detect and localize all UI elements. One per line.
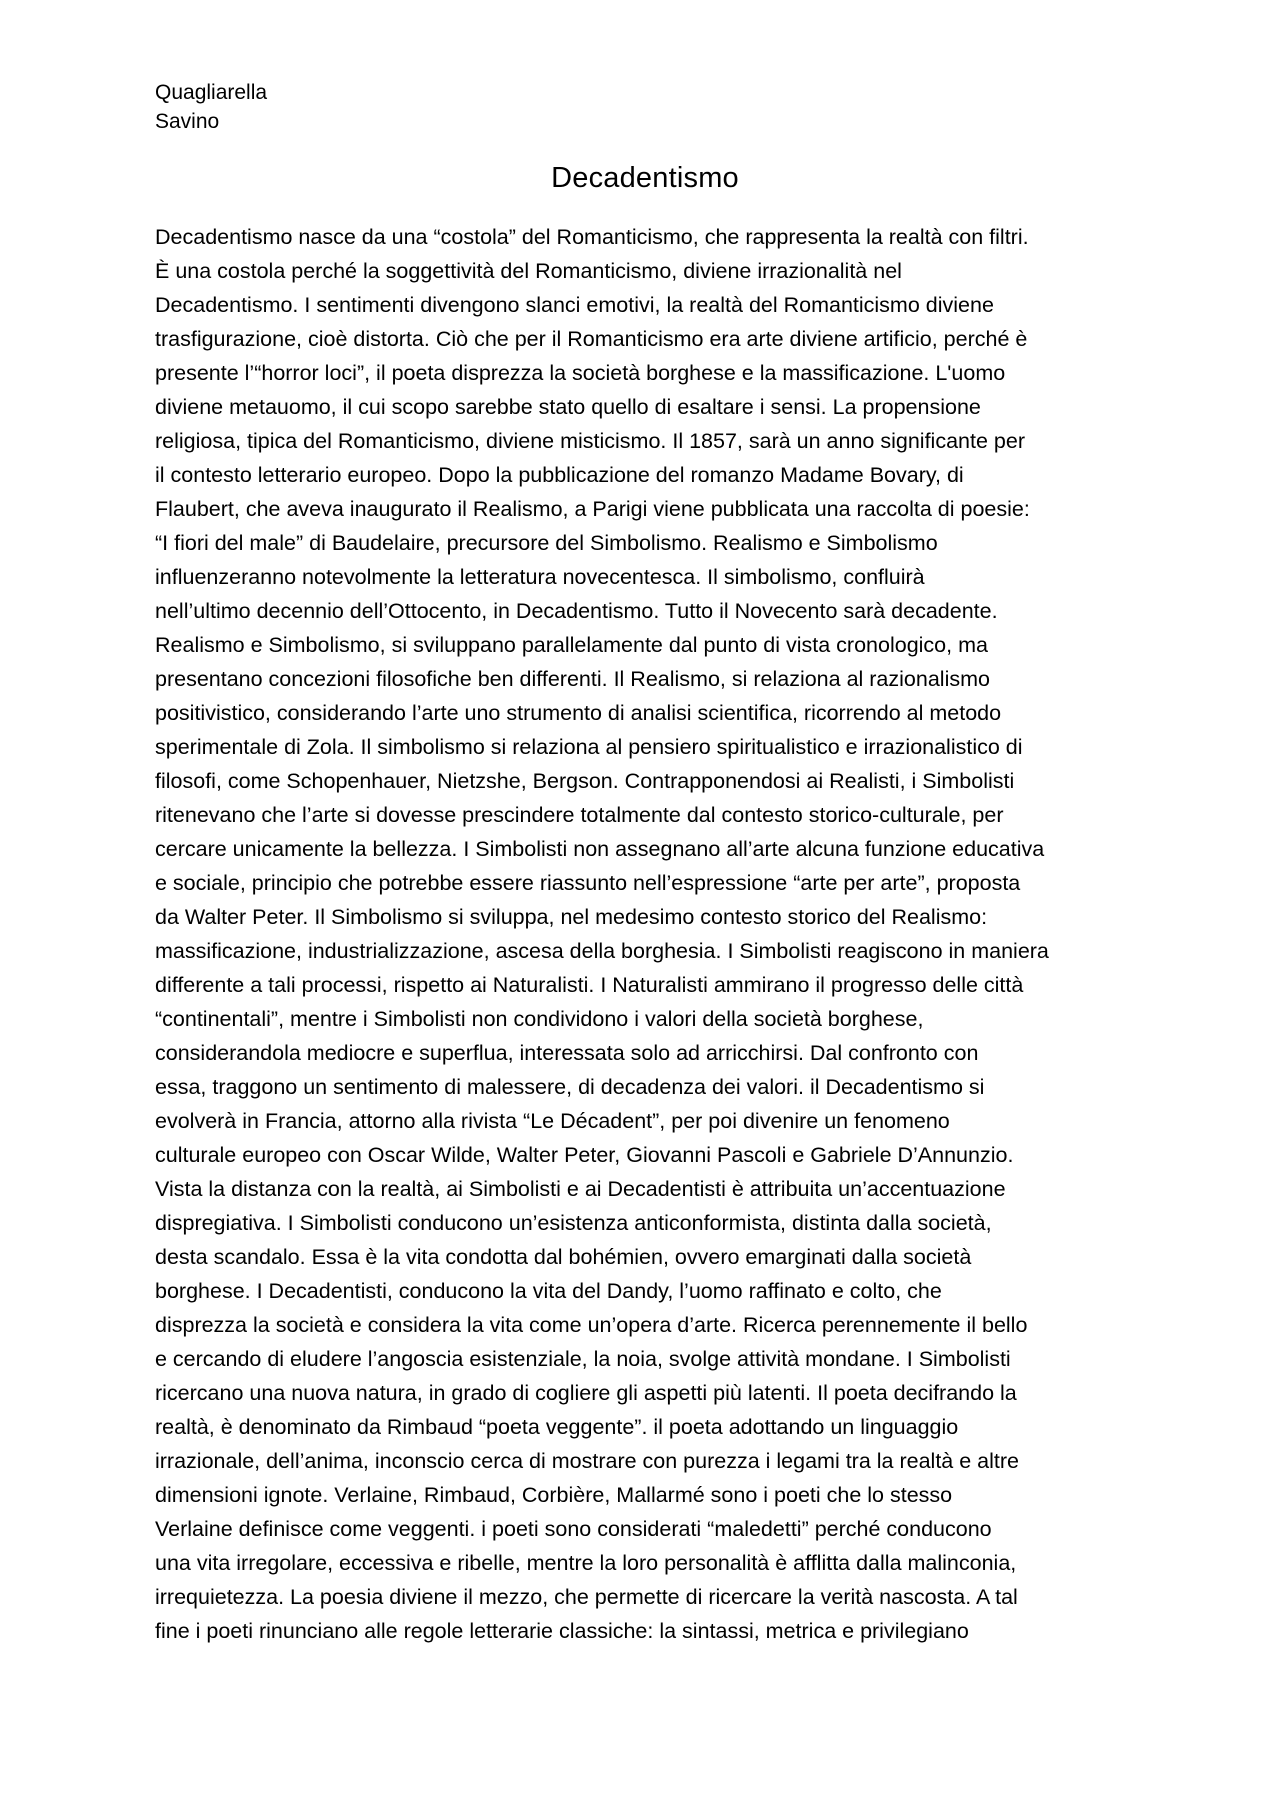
body-text-line: massificazione, industrializzazione, ascesa della borghesia. I Simbolisti reagiscono in maniera [155,939,1049,963]
document-title-wrapper [0,160,1280,196]
body-text-line: borghese. I Decadentisti, conducono la vita del Dandy, l’uomo raffinato e colto, che [155,1279,942,1303]
body-text-line: e cercando di eludere l’angoscia esistenziale, la noia, svolge attività mondane. I Simbolisti [155,1347,1011,1371]
body-text-line: Decadentismo nasce da una “costola” del Romanticismo, che rappresenta la realtà con filtri. [155,225,1029,249]
body-text-line: da Walter Peter. Il Simbolismo si sviluppa, nel medesimo contesto storico del Realismo: [155,905,988,929]
body-text-line: considerandola mediocre e superflua, interessata solo ad arricchirsi. Dal confronto con [155,1041,979,1065]
body-text-line: irrazionale, dell’anima, inconscio cerca di mostrare con purezza i legami tra la realtà e altre [155,1449,1019,1473]
body-text-line: il contesto letterario europeo. Dopo la pubblicazione del romanzo Madame Bovary, di [155,463,964,487]
body-text-line: culturale europeo con Oscar Wilde, Walter Peter, Giovanni Pascoli e Gabriele D’Annunzio. [155,1143,1014,1167]
body-text-line: influenzeranno notevolmente la letteratura novecentesca. Il simbolismo, confluirà [155,565,925,589]
body-text-line: una vita irregolare, eccessiva e ribelle, mentre la loro personalità è afflitta dalla malinconia, [155,1551,1017,1575]
body-text-line: nell’ultimo decennio dell’Ottocento, in Decadentismo. Tutto il Novecento sarà decadente. [155,599,998,623]
document-body [155,220,1135,1648]
document-title: Decadentismo [551,162,739,194]
body-text-line: differente a tali processi, rispetto ai Naturalisti. I Naturalisti ammirano il progresso delle città [155,973,1024,997]
body-text-line: “I fiori del male” di Baudelaire, precursore del Simbolismo. Realismo e Simbolismo [155,531,938,555]
body-text-line: dispregiativa. I Simbolisti conducono un’esistenza anticonformista, distinta dalla società, [155,1211,992,1235]
body-text-line: trasfigurazione, cioè distorta. Ciò che per il Romanticismo era arte diviene artificio, perché è [155,327,1028,351]
body-text-line: religiosa, tipica del Romanticismo, diviene misticismo. Il 1857, sarà un anno significante per [155,429,1025,453]
body-text-line: fine i poeti rinunciano alle regole letterarie classiche: la sintassi, metrica e privilegiano [155,1619,969,1643]
body-text-line: disprezza la società e considera la vita come un’opera d’arte. Ricerca perennemente il bello [155,1313,1028,1337]
body-text-line: Verlaine definisce come veggenti. i poeti sono considerati “maledetti” perché conducono [155,1517,992,1541]
body-text-line: irrequietezza. La poesia diviene il mezzo, che permette di ricercare la verità nascosta. A tal [155,1585,1018,1609]
body-text-line: È una costola perché la soggettività del Romanticismo, diviene irrazionalità nel [155,259,902,283]
body-text-line: sperimentale di Zola. Il simbolismo si relaziona al pensiero spiritualistico e irrazionalistico di [155,735,1023,759]
body-text-line: essa, traggono un sentimento di malessere, di decadenza dei valori. il Decadentismo si [155,1075,985,1099]
body-text-line: “continentali”, mentre i Simbolisti non condividono i valori della società borghese, [155,1007,924,1031]
body-text-line: Realismo e Simbolismo, si sviluppano parallelamente dal punto di vista cronologico, ma [155,633,988,657]
body-text-line: Vista la distanza con la realtà, ai Simbolisti e ai Decadentisti è attribuita un’accentuazione [155,1177,1006,1201]
body-text-line: e sociale, principio che potrebbe essere riassunto nell’espressione “arte per arte”, proposta [155,871,1021,895]
body-text-line: positivistico, considerando l’arte uno strumento di analisi scientifica, ricorrendo al metodo [155,701,1002,725]
body-text-line: ricercano una nuova natura, in grado di cogliere gli aspetti più latenti. Il poeta decifrando la [155,1381,1017,1405]
body-text-line: presente l’“horror loci”, il poeta disprezza la società borghese e la massificazione. L'uomo [155,361,1006,385]
body-text-line: cercare unicamente la bellezza. I Simbolisti non assegnano all’arte alcuna funzione educativa [155,837,1045,861]
author-name: Savino [155,110,220,133]
body-text-line: ritenevano che l’arte si dovesse prescindere totalmente dal contesto storico-culturale, per [155,803,1004,827]
body-text-line: Flaubert, che aveva inaugurato il Realismo, a Parigi viene pubblicata una raccolta di poesie: [155,497,1030,521]
body-text-line: filosofi, come Schopenhauer, Nietzshe, Bergson. Contrapponendosi ai Realisti, i Simbolisti [155,769,1015,793]
body-text-line: dimensioni ignote. Verlaine, Rimbaud, Corbière, Mallarmé sono i poeti che lo stesso [155,1483,953,1507]
body-text-line: presentano concezioni filosofiche ben differenti. Il Realismo, si relaziona al razionalismo [155,667,990,691]
body-text-line: realtà, è denominato da Rimbaud “poeta veggente”. il poeta adottando un linguaggio [155,1415,959,1439]
author-names [155,78,267,136]
body-text-line: Decadentismo. I sentimenti divengono slanci emotivi, la realtà del Romanticismo diviene [155,293,994,317]
body-text-line: evolverà in Francia, attorno alla rivista “Le Décadent”, per poi divenire un fenomeno [155,1109,950,1133]
body-text-line: desta scandalo. Essa è la vita condotta dal bohémien, ovvero emarginati dalla società [155,1245,972,1269]
author-name: Quagliarella [155,81,268,104]
body-text-line: diviene metauomo, il cui scopo sarebbe stato quello di esaltare i sensi. La propensione [155,395,981,419]
